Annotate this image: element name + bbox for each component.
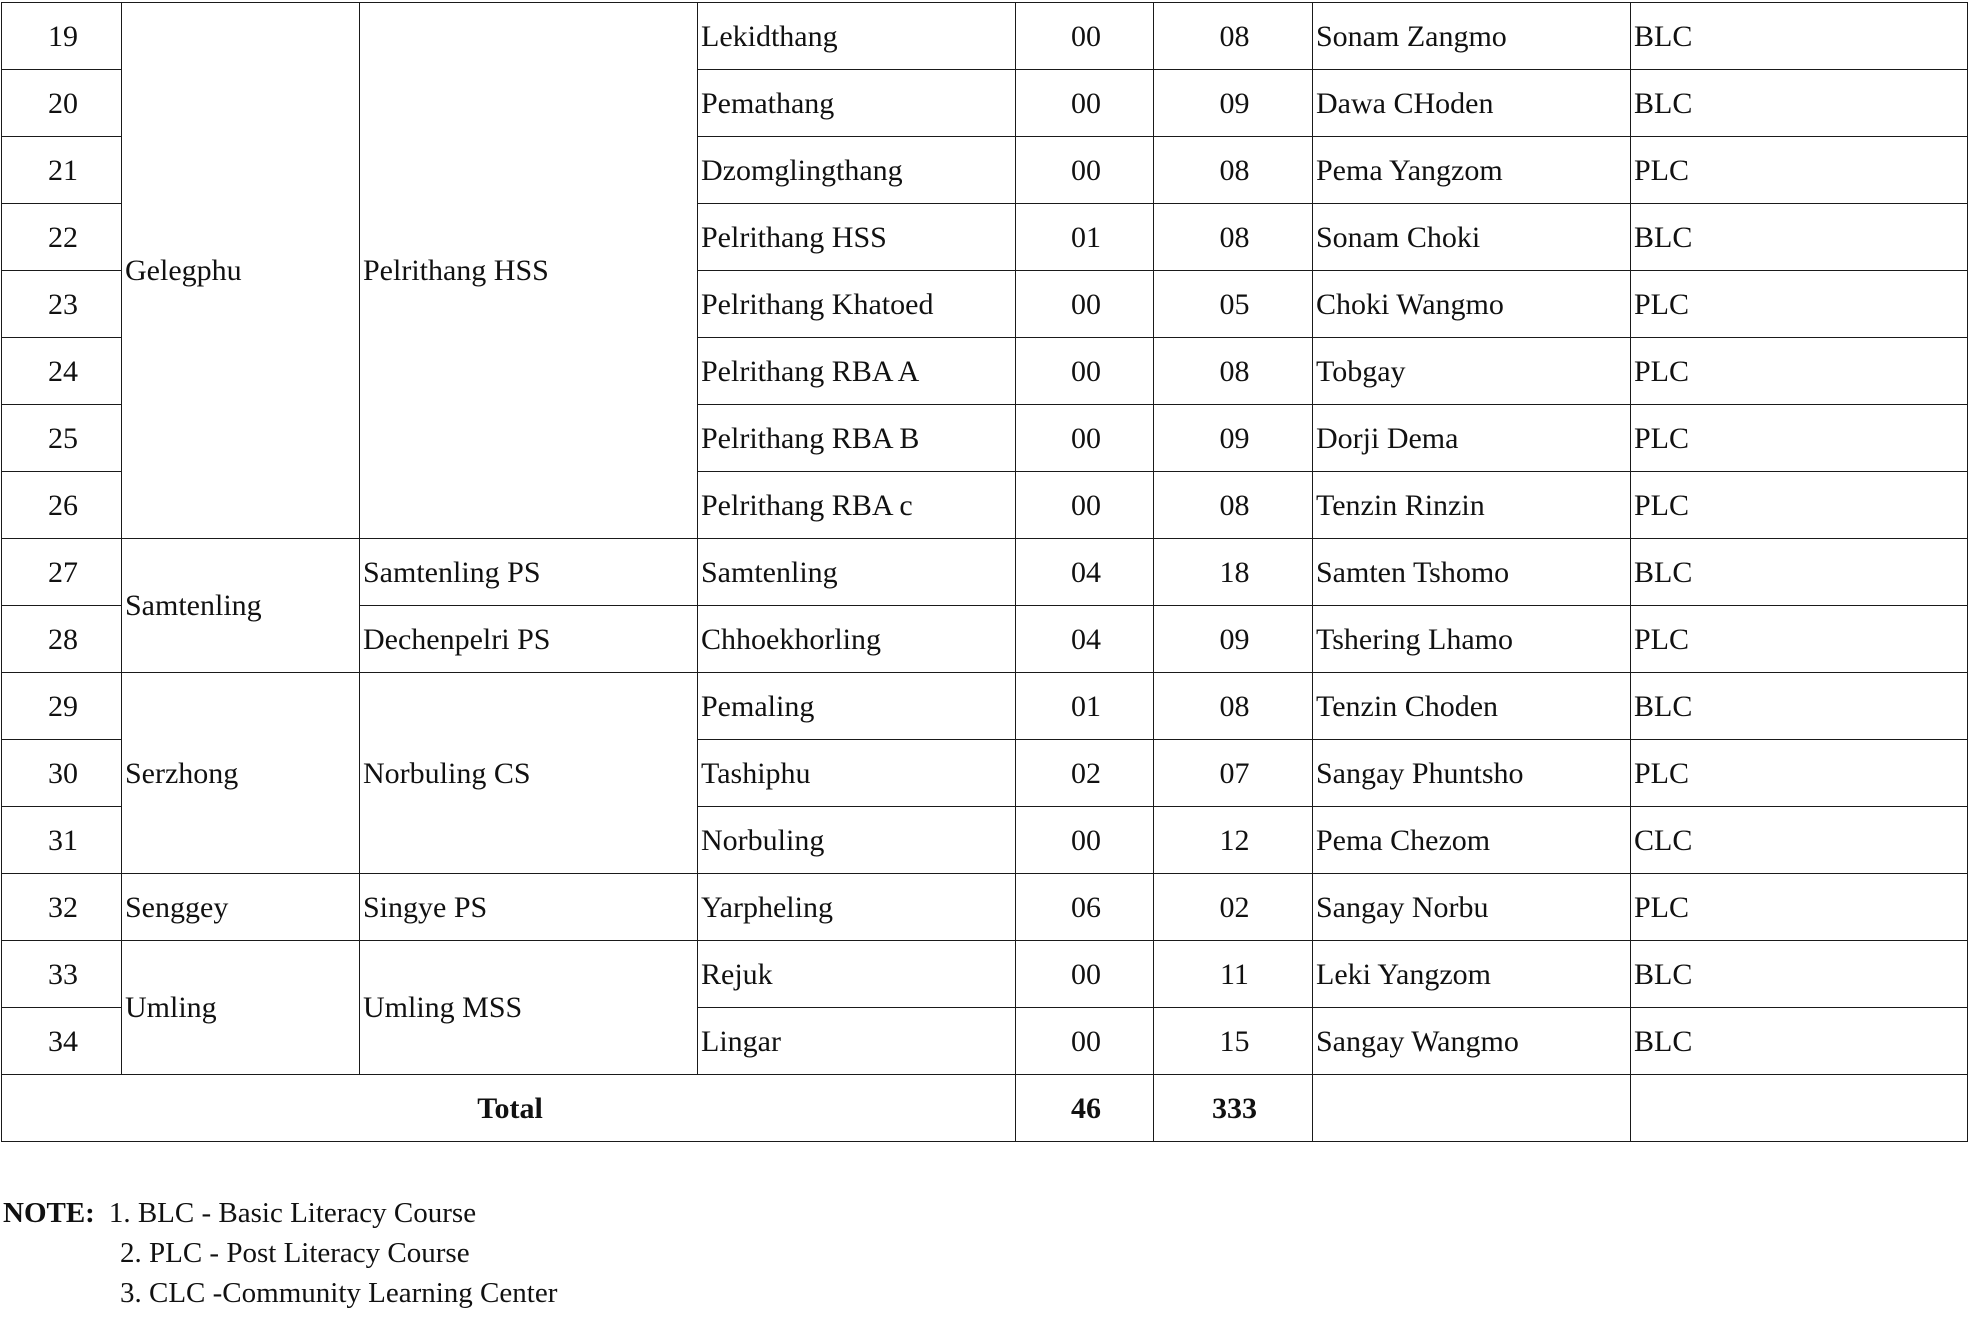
nfe-centre-table	[1, 2, 1968, 1142]
male-count-cell: 00	[1016, 405, 1154, 472]
course-cell: BLC	[1631, 204, 1968, 271]
gewog-cell: Umling	[122, 941, 360, 1075]
male-count-cell: 00	[1016, 3, 1154, 70]
course-cell: BLC	[1631, 539, 1968, 606]
gewog-cell: Gelegphu	[122, 3, 360, 539]
centre-cell: Pelrithang RBA A	[698, 338, 1016, 405]
female-count-cell: 18	[1154, 539, 1313, 606]
male-count-cell: 01	[1016, 673, 1154, 740]
male-count-cell: 00	[1016, 472, 1154, 539]
total-empty-cell	[1313, 1075, 1631, 1142]
female-count-cell: 08	[1154, 3, 1313, 70]
instructor-cell: Dorji Dema	[1313, 405, 1631, 472]
centre-cell: Lingar	[698, 1008, 1016, 1075]
course-cell: PLC	[1631, 137, 1968, 204]
course-cell: BLC	[1631, 70, 1968, 137]
female-count-cell: 08	[1154, 137, 1313, 204]
sl-no-cell: 21	[2, 137, 122, 204]
sl-no-cell: 25	[2, 405, 122, 472]
table-row	[2, 941, 1968, 1008]
male-count-cell: 00	[1016, 941, 1154, 1008]
instructor-cell: Sangay Phuntsho	[1313, 740, 1631, 807]
centre-cell: Pemaling	[698, 673, 1016, 740]
note-line	[3, 1193, 557, 1233]
sl-no-cell: 24	[2, 338, 122, 405]
centre-cell: Chhoekhorling	[698, 606, 1016, 673]
centre-cell: Yarpheling	[698, 874, 1016, 941]
female-count-cell: 08	[1154, 673, 1313, 740]
instructor-cell: Sangay Norbu	[1313, 874, 1631, 941]
sl-no-cell: 34	[2, 1008, 122, 1075]
sl-no-cell: 30	[2, 740, 122, 807]
female-count-cell: 07	[1154, 740, 1313, 807]
female-count-cell: 08	[1154, 204, 1313, 271]
gewog-cell: Samtenling	[122, 539, 360, 673]
course-cell: CLC	[1631, 807, 1968, 874]
total-row	[2, 1075, 1968, 1142]
sl-no-cell: 27	[2, 539, 122, 606]
course-cell: PLC	[1631, 606, 1968, 673]
centre-cell: Pemathang	[698, 70, 1016, 137]
table-row	[2, 874, 1968, 941]
course-cell: PLC	[1631, 271, 1968, 338]
female-count-cell: 09	[1154, 606, 1313, 673]
instructor-cell: Dawa CHoden	[1313, 70, 1631, 137]
centre-cell: Norbuling	[698, 807, 1016, 874]
instructor-cell: Tenzin Rinzin	[1313, 472, 1631, 539]
note-item: 3. CLC -Community Learning Center	[120, 1277, 558, 1309]
centre-cell: Tashiphu	[698, 740, 1016, 807]
school-cell: Singye PS	[360, 874, 698, 941]
sl-no-cell: 22	[2, 204, 122, 271]
course-cell: BLC	[1631, 3, 1968, 70]
abbreviation-note	[3, 1193, 557, 1313]
course-cell: PLC	[1631, 874, 1968, 941]
centre-cell: Pelrithang RBA B	[698, 405, 1016, 472]
note-item: 2. PLC - Post Literacy Course	[120, 1237, 470, 1269]
female-count-cell: 02	[1154, 874, 1313, 941]
male-count-cell: 00	[1016, 338, 1154, 405]
total-empty-cell	[1631, 1075, 1968, 1142]
instructor-cell: Sangay Wangmo	[1313, 1008, 1631, 1075]
sl-no-cell: 28	[2, 606, 122, 673]
note-item: 1. BLC - Basic Literacy Course	[108, 1197, 477, 1229]
sl-no-cell: 23	[2, 271, 122, 338]
sl-no-cell: 31	[2, 807, 122, 874]
male-count-cell: 00	[1016, 137, 1154, 204]
school-cell: Umling MSS	[360, 941, 698, 1075]
course-cell: PLC	[1631, 338, 1968, 405]
instructor-cell: Choki Wangmo	[1313, 271, 1631, 338]
female-count-cell: 11	[1154, 941, 1313, 1008]
total-male-count: 46	[1016, 1075, 1154, 1142]
female-count-cell: 09	[1154, 70, 1313, 137]
sl-no-cell: 20	[2, 70, 122, 137]
instructor-cell: Samten Tshomo	[1313, 539, 1631, 606]
sl-no-cell: 19	[2, 3, 122, 70]
gewog-cell: Senggey	[122, 874, 360, 941]
female-count-cell: 15	[1154, 1008, 1313, 1075]
male-count-cell: 02	[1016, 740, 1154, 807]
female-count-cell: 08	[1154, 338, 1313, 405]
female-count-cell: 08	[1154, 472, 1313, 539]
table-row	[2, 539, 1968, 606]
school-cell: Norbuling CS	[360, 673, 698, 874]
male-count-cell: 01	[1016, 204, 1154, 271]
instructor-cell: Tshering Lhamo	[1313, 606, 1631, 673]
course-cell: BLC	[1631, 941, 1968, 1008]
instructor-cell: Tenzin Choden	[1313, 673, 1631, 740]
male-count-cell: 06	[1016, 874, 1154, 941]
course-cell: PLC	[1631, 405, 1968, 472]
sl-no-cell: 32	[2, 874, 122, 941]
instructor-cell: Pema Yangzom	[1313, 137, 1631, 204]
male-count-cell: 00	[1016, 70, 1154, 137]
centre-cell: Pelrithang RBA c	[698, 472, 1016, 539]
sl-no-cell: 33	[2, 941, 122, 1008]
instructor-cell: Pema Chezom	[1313, 807, 1631, 874]
centre-cell: Rejuk	[698, 941, 1016, 1008]
school-cell: Pelrithang HSS	[360, 3, 698, 539]
male-count-cell: 00	[1016, 807, 1154, 874]
instructor-cell: Sonam Zangmo	[1313, 3, 1631, 70]
centre-cell: Lekidthang	[698, 3, 1016, 70]
instructor-cell: Tobgay	[1313, 338, 1631, 405]
table-row	[2, 3, 1968, 70]
gewog-cell: Serzhong	[122, 673, 360, 874]
centre-cell: Pelrithang HSS	[698, 204, 1016, 271]
centre-cell: Dzomglingthang	[698, 137, 1016, 204]
course-cell: BLC	[1631, 673, 1968, 740]
course-cell: PLC	[1631, 740, 1968, 807]
course-cell: PLC	[1631, 472, 1968, 539]
total-female-count: 333	[1154, 1075, 1313, 1142]
school-cell: Dechenpelri PS	[360, 606, 698, 673]
female-count-cell: 12	[1154, 807, 1313, 874]
centre-cell: Samtenling	[698, 539, 1016, 606]
male-count-cell: 00	[1016, 1008, 1154, 1075]
total-label: Total	[2, 1075, 1016, 1142]
sl-no-cell: 26	[2, 472, 122, 539]
female-count-cell: 05	[1154, 271, 1313, 338]
school-cell: Samtenling PS	[360, 539, 698, 606]
table-row	[2, 673, 1968, 740]
note-label: NOTE:	[3, 1197, 95, 1229]
instructor-cell: Leki Yangzom	[1313, 941, 1631, 1008]
female-count-cell: 09	[1154, 405, 1313, 472]
instructor-cell: Sonam Choki	[1313, 204, 1631, 271]
course-cell: BLC	[1631, 1008, 1968, 1075]
male-count-cell: 00	[1016, 271, 1154, 338]
male-count-cell: 04	[1016, 539, 1154, 606]
centre-cell: Pelrithang Khatoed	[698, 271, 1016, 338]
sl-no-cell: 29	[2, 673, 122, 740]
male-count-cell: 04	[1016, 606, 1154, 673]
